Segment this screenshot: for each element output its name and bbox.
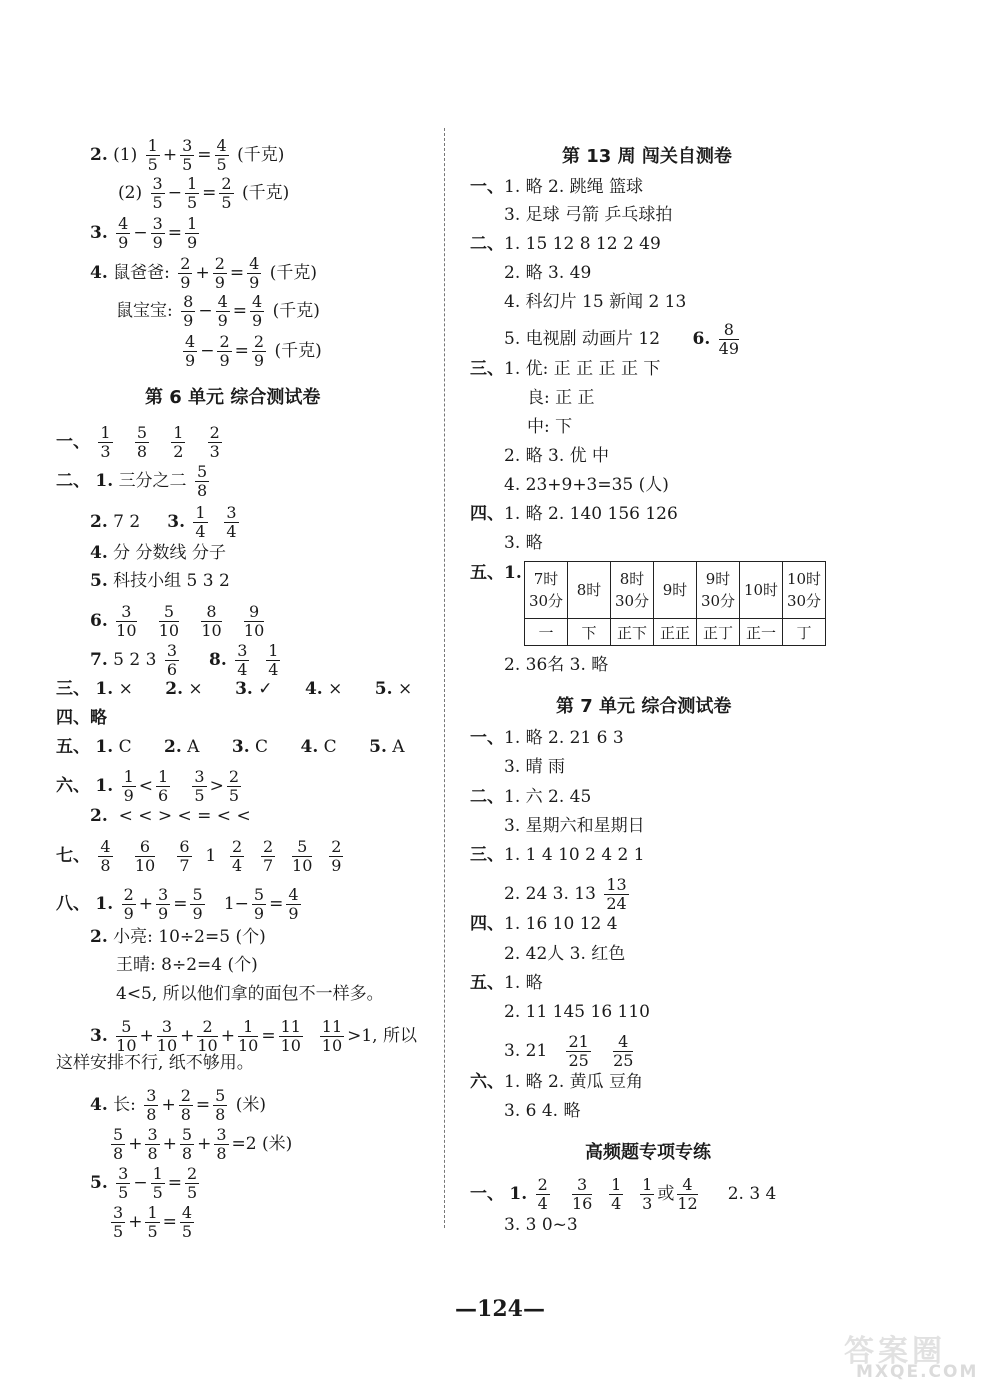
u5-l2: 2. 11 145 16 110 bbox=[504, 1002, 650, 1022]
u4-l2: 2. 42人 3. 红色 bbox=[504, 944, 626, 964]
s2-q6: 6. $\frac{3}{10}$ $\frac{5}{10}$ $\frac{8}{10}$ $\frac{9}{10}$ bbox=[90, 602, 265, 640]
column-divider bbox=[444, 128, 445, 1228]
s7-line: 七、 $\frac{4}{8}$ $\frac{6}{10}$ $\frac{6}{7}$ 1 $\frac{2}{4}$ $\frac{2}{7}$ $\frac{5}{10}$ $\frac{2}{9}$ bbox=[56, 837, 342, 875]
r1-l2: 3. 足球 弓箭 乒乓球拍 bbox=[504, 205, 673, 225]
s1-line: 一、 $\frac{1}{3}$ $\frac{5}{8}$ $\frac{1}{2}$ $\frac{2}{3}$ bbox=[56, 423, 220, 461]
s2-q5: 5. 科技小组 5 3 2 bbox=[90, 571, 230, 591]
q2-line2: (2) $\frac{3}{5}$ − $\frac{1}{5}$ = $\frac{2}{5}$ (千克) bbox=[118, 174, 290, 212]
s8-q2-l2: 王晴: 8÷2=4 (个) bbox=[116, 955, 258, 975]
tally-mark: 正丁 bbox=[697, 619, 740, 646]
r4-l2: 3. 略 bbox=[504, 533, 543, 553]
u4-l1: 四、1. 16 10 12 4 bbox=[470, 914, 618, 934]
tally-header: 9时 30分 bbox=[697, 562, 740, 619]
r2-l1: 二、1. 15 12 8 12 2 49 bbox=[470, 234, 661, 254]
watermark-glyphs: 答案圈 bbox=[844, 1334, 946, 1369]
s3-line: 三、 1. × 2. × 3. ✓ 4. × 5. × bbox=[56, 679, 413, 699]
r5-l2: 2. 36名 3. 略 bbox=[504, 655, 609, 675]
h1-l2: 3. 3 0~3 bbox=[504, 1215, 578, 1235]
tally-mark: 正一 bbox=[740, 619, 783, 646]
r4-l1: 四、1. 略 2. 140 156 126 bbox=[470, 504, 678, 524]
high-freq-title: 高频题专项专练 bbox=[585, 1142, 711, 1163]
tally-header: 10时 30分 bbox=[783, 562, 826, 619]
s6-q1: 六、 1. $\frac{1}{9}$ < $\frac{1}{6}$ $\frac{3}{5}$ > $\frac{2}{5}$ bbox=[56, 767, 240, 805]
s8-q3-l2: 这样安排不行, 纸不够用。 bbox=[56, 1053, 254, 1073]
s8-q2-l3: 4<5, 所以他们拿的面包不一样多。 bbox=[116, 984, 384, 1004]
tally-mark: 一 bbox=[525, 619, 568, 646]
r3-l2: 良: 正 正 bbox=[527, 388, 595, 408]
h1-l1: 一、 1. $\frac{2}{4}$ $\frac{3}{16}$ $\frac{1}{4}$ $\frac{1}{3}$ 或 $\frac{4}{12}$ 2. 3 4 bbox=[470, 1175, 777, 1213]
s2-q4: 4. 分 分数线 分子 bbox=[90, 543, 226, 563]
u1-l1: 一、1. 略 2. 21 6 3 bbox=[470, 728, 624, 748]
u2-l2: 3. 星期六和星期日 bbox=[504, 816, 645, 836]
u5-l3: 3. 21 $\frac{21}{25}$ $\frac{4}{25}$ bbox=[504, 1032, 634, 1070]
tally-header: 8时 bbox=[568, 562, 611, 619]
tally-table bbox=[524, 561, 826, 646]
s2-q2-q3: 2. 7 2 3. $\frac{1}{4}$ $\frac{3}{4}$ bbox=[90, 503, 237, 541]
r5-label: 五、1. bbox=[470, 563, 522, 583]
tally-header: 7时 30分 bbox=[525, 562, 568, 619]
u6-l2: 3. 6 4. 略 bbox=[504, 1101, 581, 1121]
q4-line2: 鼠宝宝: $\frac{8}{9}$ − $\frac{4}{9}$ = $\frac{4}{9}$ (千克) bbox=[116, 292, 320, 330]
tally-mark: 丁 bbox=[783, 619, 826, 646]
tally-mark: 正下 bbox=[611, 619, 654, 646]
r3-l4: 2. 略 3. 优 中 bbox=[504, 446, 610, 466]
r2-l2: 2. 略 3. 49 bbox=[504, 263, 592, 283]
u3-l2: 2. 24 3. 13 $\frac{13}{24}$ bbox=[504, 875, 627, 913]
u6-l1: 六、1. 略 2. 黄瓜 豆角 bbox=[470, 1072, 644, 1092]
u3-l1: 三、1. 1 4 10 2 4 2 1 bbox=[470, 845, 645, 865]
s2-q7-q8: 7. 5 2 3 $\frac{3}{6}$ 8. $\frac{3}{4}$ $\frac{1}{4}$ bbox=[90, 641, 279, 679]
u5-l1: 五、1. 略 bbox=[470, 973, 543, 993]
tally-header: 10时 bbox=[740, 562, 783, 619]
s8-q3: 3. $\frac{5}{10}$ + $\frac{3}{10}$ + $\frac{2}{10}$ + $\frac{1}{10}$ = $\frac{11}{10}$ $\frac{11}{10}$ >1, 所以 bbox=[90, 1017, 417, 1055]
unit6-title: 第 6 单元 综合测试卷 bbox=[145, 387, 321, 408]
s5-line: 五、 1. C 2. A 3. C 4. C 5. A bbox=[56, 737, 405, 757]
s8-q1: 八、 1. $\frac{2}{9}$ + $\frac{3}{9}$ = $\frac{5}{9}$ 1− $\frac{5}{9}$ = $\frac{4}{9}$ bbox=[56, 885, 299, 923]
s8-q5-l2: $\frac{3}{5}$ + $\frac{1}{5}$ = $\frac{4}{5}$ bbox=[113, 1203, 193, 1241]
u1-l2: 3. 晴 雨 bbox=[504, 757, 566, 777]
page-number: —124— bbox=[455, 1296, 545, 1322]
s4-line: 四、略 bbox=[56, 708, 107, 728]
tally-header: 9时 bbox=[654, 562, 697, 619]
s6-q2: 2. < < > < = < < bbox=[90, 806, 251, 826]
tally-mark: 正正 bbox=[654, 619, 697, 646]
watermark-text: MXQE.COM bbox=[856, 1362, 979, 1382]
r2-l3: 4. 科幻片 15 新闻 2 13 bbox=[504, 292, 687, 312]
s8-q4-l2: $\frac{5}{8}$ + $\frac{3}{8}$ + $\frac{5}{8}$ + $\frac{3}{8}$ =2 (米) bbox=[113, 1125, 293, 1163]
tally-header: 8时 30分 bbox=[611, 562, 654, 619]
q4-line3: $\frac{4}{9}$ − $\frac{2}{9}$ = $\frac{2}{9}$ (千克) bbox=[185, 332, 322, 370]
week13-title: 第 13 周 闯关自测卷 bbox=[562, 146, 732, 167]
s8-q2-l1: 2. 小亮: 10÷2=5 (个) bbox=[90, 927, 266, 947]
s8-q5-l1: 5. $\frac{3}{5}$ − $\frac{1}{5}$ = $\frac{2}{5}$ bbox=[90, 1164, 198, 1202]
q4-line1: 4. 鼠爸爸: $\frac{2}{9}$ + $\frac{2}{9}$ = $\frac{4}{9}$ (千克) bbox=[90, 254, 318, 292]
q2-line1: 2. (1) $\frac{1}{5}$ + $\frac{3}{5}$ = $\frac{4}{5}$ (千克) bbox=[90, 136, 285, 174]
r1-l1: 一、1. 略 2. 跳绳 篮球 bbox=[470, 177, 644, 197]
r3-l3: 中: 下 bbox=[527, 417, 573, 437]
r2-l4: 5. 电视剧 动画片 12 6. $\frac{8}{49}$ bbox=[504, 320, 740, 358]
s2-q1: 二、 1. 三分之二 $\frac{5}{8}$ bbox=[56, 462, 208, 500]
r3-l5: 4. 23+9+3=35 (人) bbox=[504, 475, 669, 495]
r3-l1: 三、1. 优: 正 正 正 正 下 bbox=[470, 359, 661, 379]
q3-line: 3. $\frac{4}{9}$ − $\frac{3}{9}$ = $\frac{1}{9}$ bbox=[90, 214, 198, 252]
s8-q4-l1: 4. 长: $\frac{3}{8}$ + $\frac{2}{8}$ = $\frac{5}{8}$ (米) bbox=[90, 1086, 267, 1124]
watermark-logo bbox=[838, 1330, 988, 1382]
tally-mark: 下 bbox=[568, 619, 611, 646]
unit7-title: 第 7 单元 综合测试卷 bbox=[556, 696, 732, 717]
u2-l1: 二、1. 六 2. 45 bbox=[470, 787, 592, 807]
